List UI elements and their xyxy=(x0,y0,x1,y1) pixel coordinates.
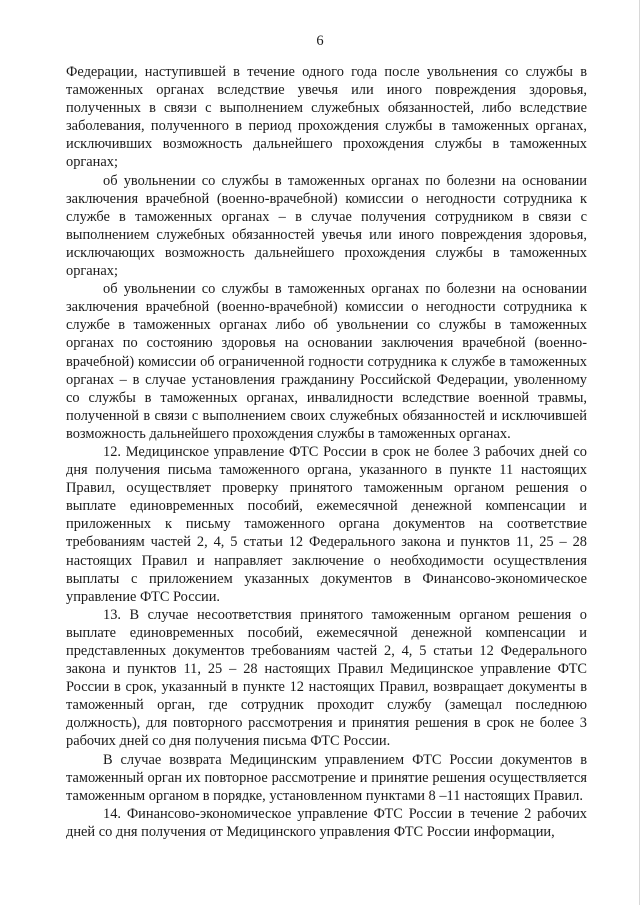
paragraph-item-13: 13. В случае несоответствия принятого таможенным органом решения о выплате единовременных пособий, ежемесячной денежной компенсации и представленных документов требованиям частей 2, 4, 5 статьи 12 Федерального закона и пунктов 11, 25 – 28 настоящих Правил Медицинское управление ФТС России в срок, указанный в пункте 12 настоящих Правил, возвращает документы в таможенный орган, где сотрудник проходит службу (замещал последнюю должность), для повторного рассмотрения и принятия решения в срок не более 3 рабочих дней со дня получения письма ФТС России. xyxy=(66,606,587,750)
paragraph-return-case: В случае возврата Медицинским управлением ФТС России документов в таможенный орган их повторное рассмотрение и принятие решения осуществляется таможенным органом в порядке, установленном пунктами 8 –11 настоящих Правил. xyxy=(66,751,587,804)
page-number: 6 xyxy=(316,33,324,49)
paragraph-dismissal-health: об увольнении со службы в таможенных органах по болезни на основании заключения врачебной (военно-врачебной) комиссии о негодности сотрудника к службе в таможенных органах либо об увольнении со службы в таможенных органах по состоянию здоровья на основании заключения врачебной (военно-врачебной) комиссии об ограниченной годности сотрудника к службе в таможенных органах – в случае установления гражданину Российской Федерации, уволенному со службы в таможенных органах, инвалидности вследствие военной травмы, полученной в связи с выполнением своих служебных обязанностей и исключившей возможность дальнейшего прохождения службы в таможенных органах. xyxy=(66,281,587,442)
document-body xyxy=(66,63,587,841)
paragraph-continuation: Федерации, наступившей в течение одного года после увольнения со службы в таможенных органах вследствие увечья или иного повреждения здоровья, полученных в связи с выполнением служебных обязанностей, либо вследствие заболевания, полученного в период прохождения службы в таможенных органах, исключивших возможность дальнейшего прохождения службы в таможенных органах; xyxy=(66,64,587,171)
paragraph-item-14: 14. Финансово-экономическое управление ФТС России в течение 2 рабочих дней со дня получения от Медицинского управления ФТС России информации, xyxy=(66,805,587,840)
paragraph-dismissal-illness: об увольнении со службы в таможенных органах по болезни на основании заключения врачебной (военно-врачебной) комиссии о негодности сотрудника к службе в таможенных органах – в случае получения сотрудником в связи с выполнением служебных обязанностей увечья или иного повреждения здоровья, исключающих возможность дальнейшего прохождения службы в таможенных органах; xyxy=(66,172,587,280)
paragraph-item-12: 12. Медицинское управление ФТС России в срок не более 3 рабочих дней со дня получения письма таможенного органа, указанного в пункте 11 настоящих Правил, осуществляет проверку принятого таможенным органом решения о выплате единовременных пособий, ежемесячной денежной компенсации и приложенных к письму таможенного органа документов на соответствие требованиям частей 2, 4, 5 статьи 12 Федерального закона и пунктов 11, 25 – 28 настоящих Правил и направляет заключение о необходимости осуществления выплаты с приложением указанных документов в Финансово-экономическое управление ФТС России. xyxy=(66,443,587,605)
